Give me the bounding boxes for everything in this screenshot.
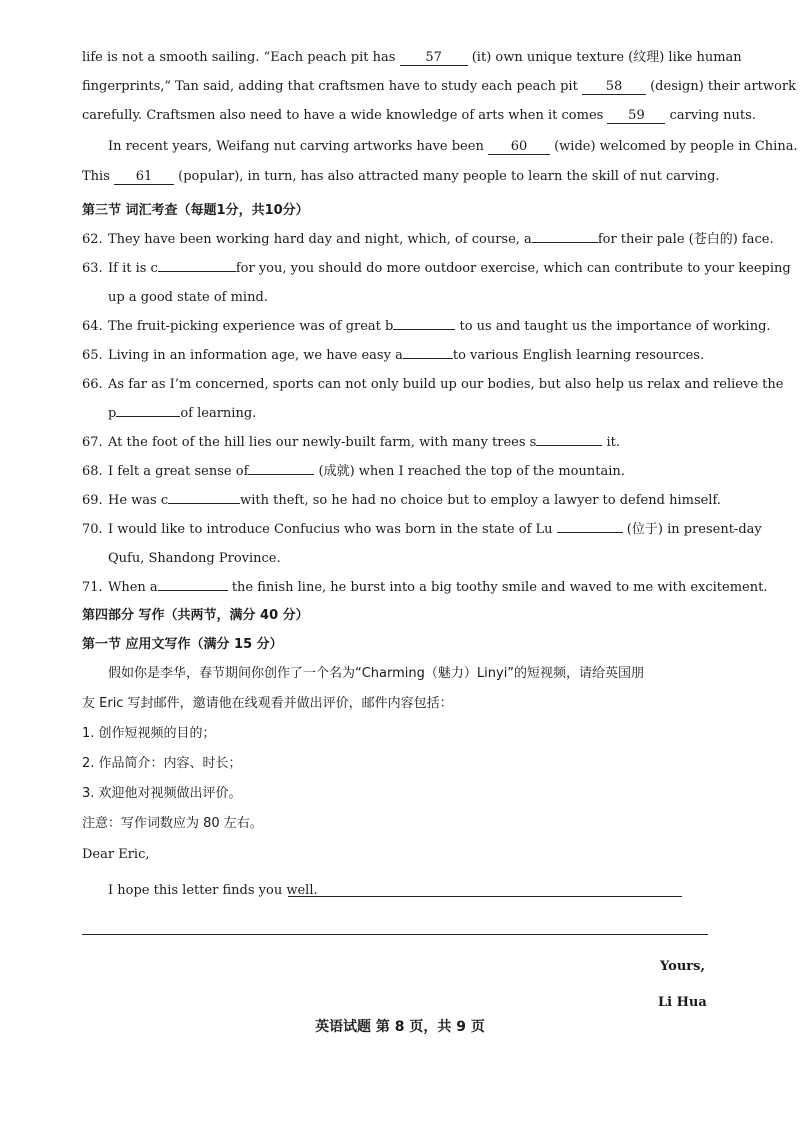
blank-59: 59	[607, 109, 665, 124]
passage-line-4	[108, 139, 798, 155]
letter-closing: Yours,	[660, 959, 705, 974]
question-number: 63.	[82, 261, 103, 276]
question-number: 67.	[82, 435, 103, 450]
letter-signature: Li Hua	[658, 995, 707, 1010]
passage-text: In recent years, Weifang nut carving artworks have been	[108, 139, 484, 154]
passage-text: This	[82, 169, 110, 184]
question-text: They have been working hard day and night, which, of course, a	[108, 232, 532, 247]
question-66-cont	[108, 406, 722, 422]
question-text: the finish line, he burst into a big toothy smile and waved to me with excitement.	[231, 580, 768, 595]
blank-60: 60	[488, 140, 550, 155]
question-text: p	[108, 406, 117, 421]
page-footer: 英语试题 第 8 页，共 9 页	[315, 1019, 485, 1035]
question-number: 70.	[82, 522, 103, 537]
question-number: 68.	[82, 464, 103, 479]
question-68	[82, 464, 722, 480]
question-text: When a	[108, 580, 158, 595]
passage-text: (design) their artwork	[650, 79, 796, 94]
answer-blank[interactable]	[158, 271, 236, 272]
question-62	[82, 232, 774, 248]
question-70-cont: Qufu, Shandong Province.	[108, 551, 281, 566]
writing-line[interactable]	[82, 934, 708, 935]
answer-blank[interactable]	[403, 358, 453, 359]
answer-blank[interactable]	[168, 503, 240, 504]
passage-line-1	[82, 50, 742, 66]
passage-text: fingerprints,” Tan said, adding that craftsmen have to study each peach pit	[82, 79, 578, 94]
passage-text: life is not a smooth sailing. “Each peach pit has	[82, 50, 396, 65]
question-text: for their pale (苍白的) face.	[597, 232, 774, 247]
question-text: If it is c	[108, 261, 158, 276]
question-number: 71.	[82, 580, 103, 595]
blank-57: 57	[400, 51, 468, 66]
answer-blank[interactable]	[248, 474, 314, 475]
question-text: At the foot of the hill lies our newly-built farm, with many trees s	[108, 435, 537, 450]
letter-salutation: Dear Eric,	[82, 847, 150, 862]
passage-text: carving nuts.	[669, 108, 756, 123]
passage-text: (it) own unique texture (纹理) like human	[471, 50, 742, 65]
answer-blank[interactable]	[557, 532, 623, 533]
question-66	[82, 377, 784, 393]
passage-text: (popular), in turn, has also attracted many people to learn the skill of nut carving.	[178, 169, 720, 184]
question-text: for you, you should do more outdoor exercise, which can contribute to your keeping	[235, 261, 791, 276]
writing-item-1: 1. 创作短视频的目的；	[82, 726, 216, 741]
question-63	[82, 261, 791, 277]
question-text: He was c	[108, 493, 169, 508]
answer-blank[interactable]	[116, 416, 180, 417]
writing-prompt-line-2: 友 Eric 写封邮件，邀请他在线观看并做出评价，邮件内容包括：	[82, 696, 453, 711]
question-text: it.	[606, 435, 621, 450]
question-63-cont: up a good state of mind.	[108, 290, 268, 305]
answer-blank[interactable]	[536, 445, 602, 446]
answer-blank[interactable]	[158, 590, 228, 591]
writing-item-3: 3. 欢迎他对视频做出评价。	[82, 786, 242, 801]
question-number: 64.	[82, 319, 103, 334]
part4-heading: 第四部分 写作（共两节，满分 40 分）	[82, 608, 309, 623]
question-67	[82, 435, 722, 451]
question-71	[82, 580, 768, 596]
question-text: of learning.	[180, 406, 257, 421]
question-number: 65.	[82, 348, 103, 363]
answer-blank[interactable]	[532, 242, 598, 243]
blank-58: 58	[582, 80, 646, 95]
question-text: As far as I’m concerned, sports can not only build up our bodies, but also help us relax and relieve the	[108, 377, 784, 392]
question-text: with theft, so he had no choice but to employ a lawyer to defend himself.	[240, 493, 721, 508]
blank-61: 61	[114, 170, 174, 185]
question-text: to various English learning resources.	[452, 348, 705, 363]
passage-line-3	[82, 108, 756, 124]
question-69	[82, 493, 722, 509]
passage-text: (wide) welcomed by people in China.	[554, 139, 798, 154]
section3-heading: 第三节 词汇考查（每题1分，共10分）	[82, 203, 309, 218]
letter-opening: I hope this letter finds you well.	[108, 883, 318, 898]
writing-note: 注意：写作词数应为 80 左右。	[82, 816, 263, 831]
passage-line-2	[82, 79, 796, 95]
answer-blank[interactable]	[393, 329, 455, 330]
question-number: 62.	[82, 232, 103, 247]
question-70	[82, 522, 762, 538]
question-text: I would like to introduce Confucius who was born in the state of Lu	[108, 522, 553, 537]
question-text: (成就) when I reached the top of the mountain.	[318, 464, 625, 479]
writing-prompt-line-1: 假如你是李华，春节期间你创作了一个名为“Charming（魅力）Linyi”的短视频，请给英国朋	[108, 666, 645, 681]
question-64	[82, 319, 771, 335]
question-text: Living in an information age, we have easy a	[108, 348, 403, 363]
question-text: (位于) in present-day	[626, 522, 762, 537]
question-65	[82, 348, 722, 364]
passage-text: carefully. Craftsmen also need to have a wide knowledge of arts when it comes	[82, 108, 604, 123]
question-text: I felt a great sense of	[108, 464, 249, 479]
writing-line[interactable]	[288, 896, 682, 897]
writing-item-2: 2. 作品简介：内容、时长；	[82, 756, 242, 771]
question-number: 66.	[82, 377, 103, 392]
question-text: to us and taught us the importance of working.	[459, 319, 771, 334]
part4-section1-heading: 第一节 应用文写作（满分 15 分）	[82, 637, 283, 652]
passage-line-5	[82, 169, 722, 185]
question-number: 69.	[82, 493, 103, 508]
question-text: The fruit-picking experience was of great b	[108, 319, 394, 334]
